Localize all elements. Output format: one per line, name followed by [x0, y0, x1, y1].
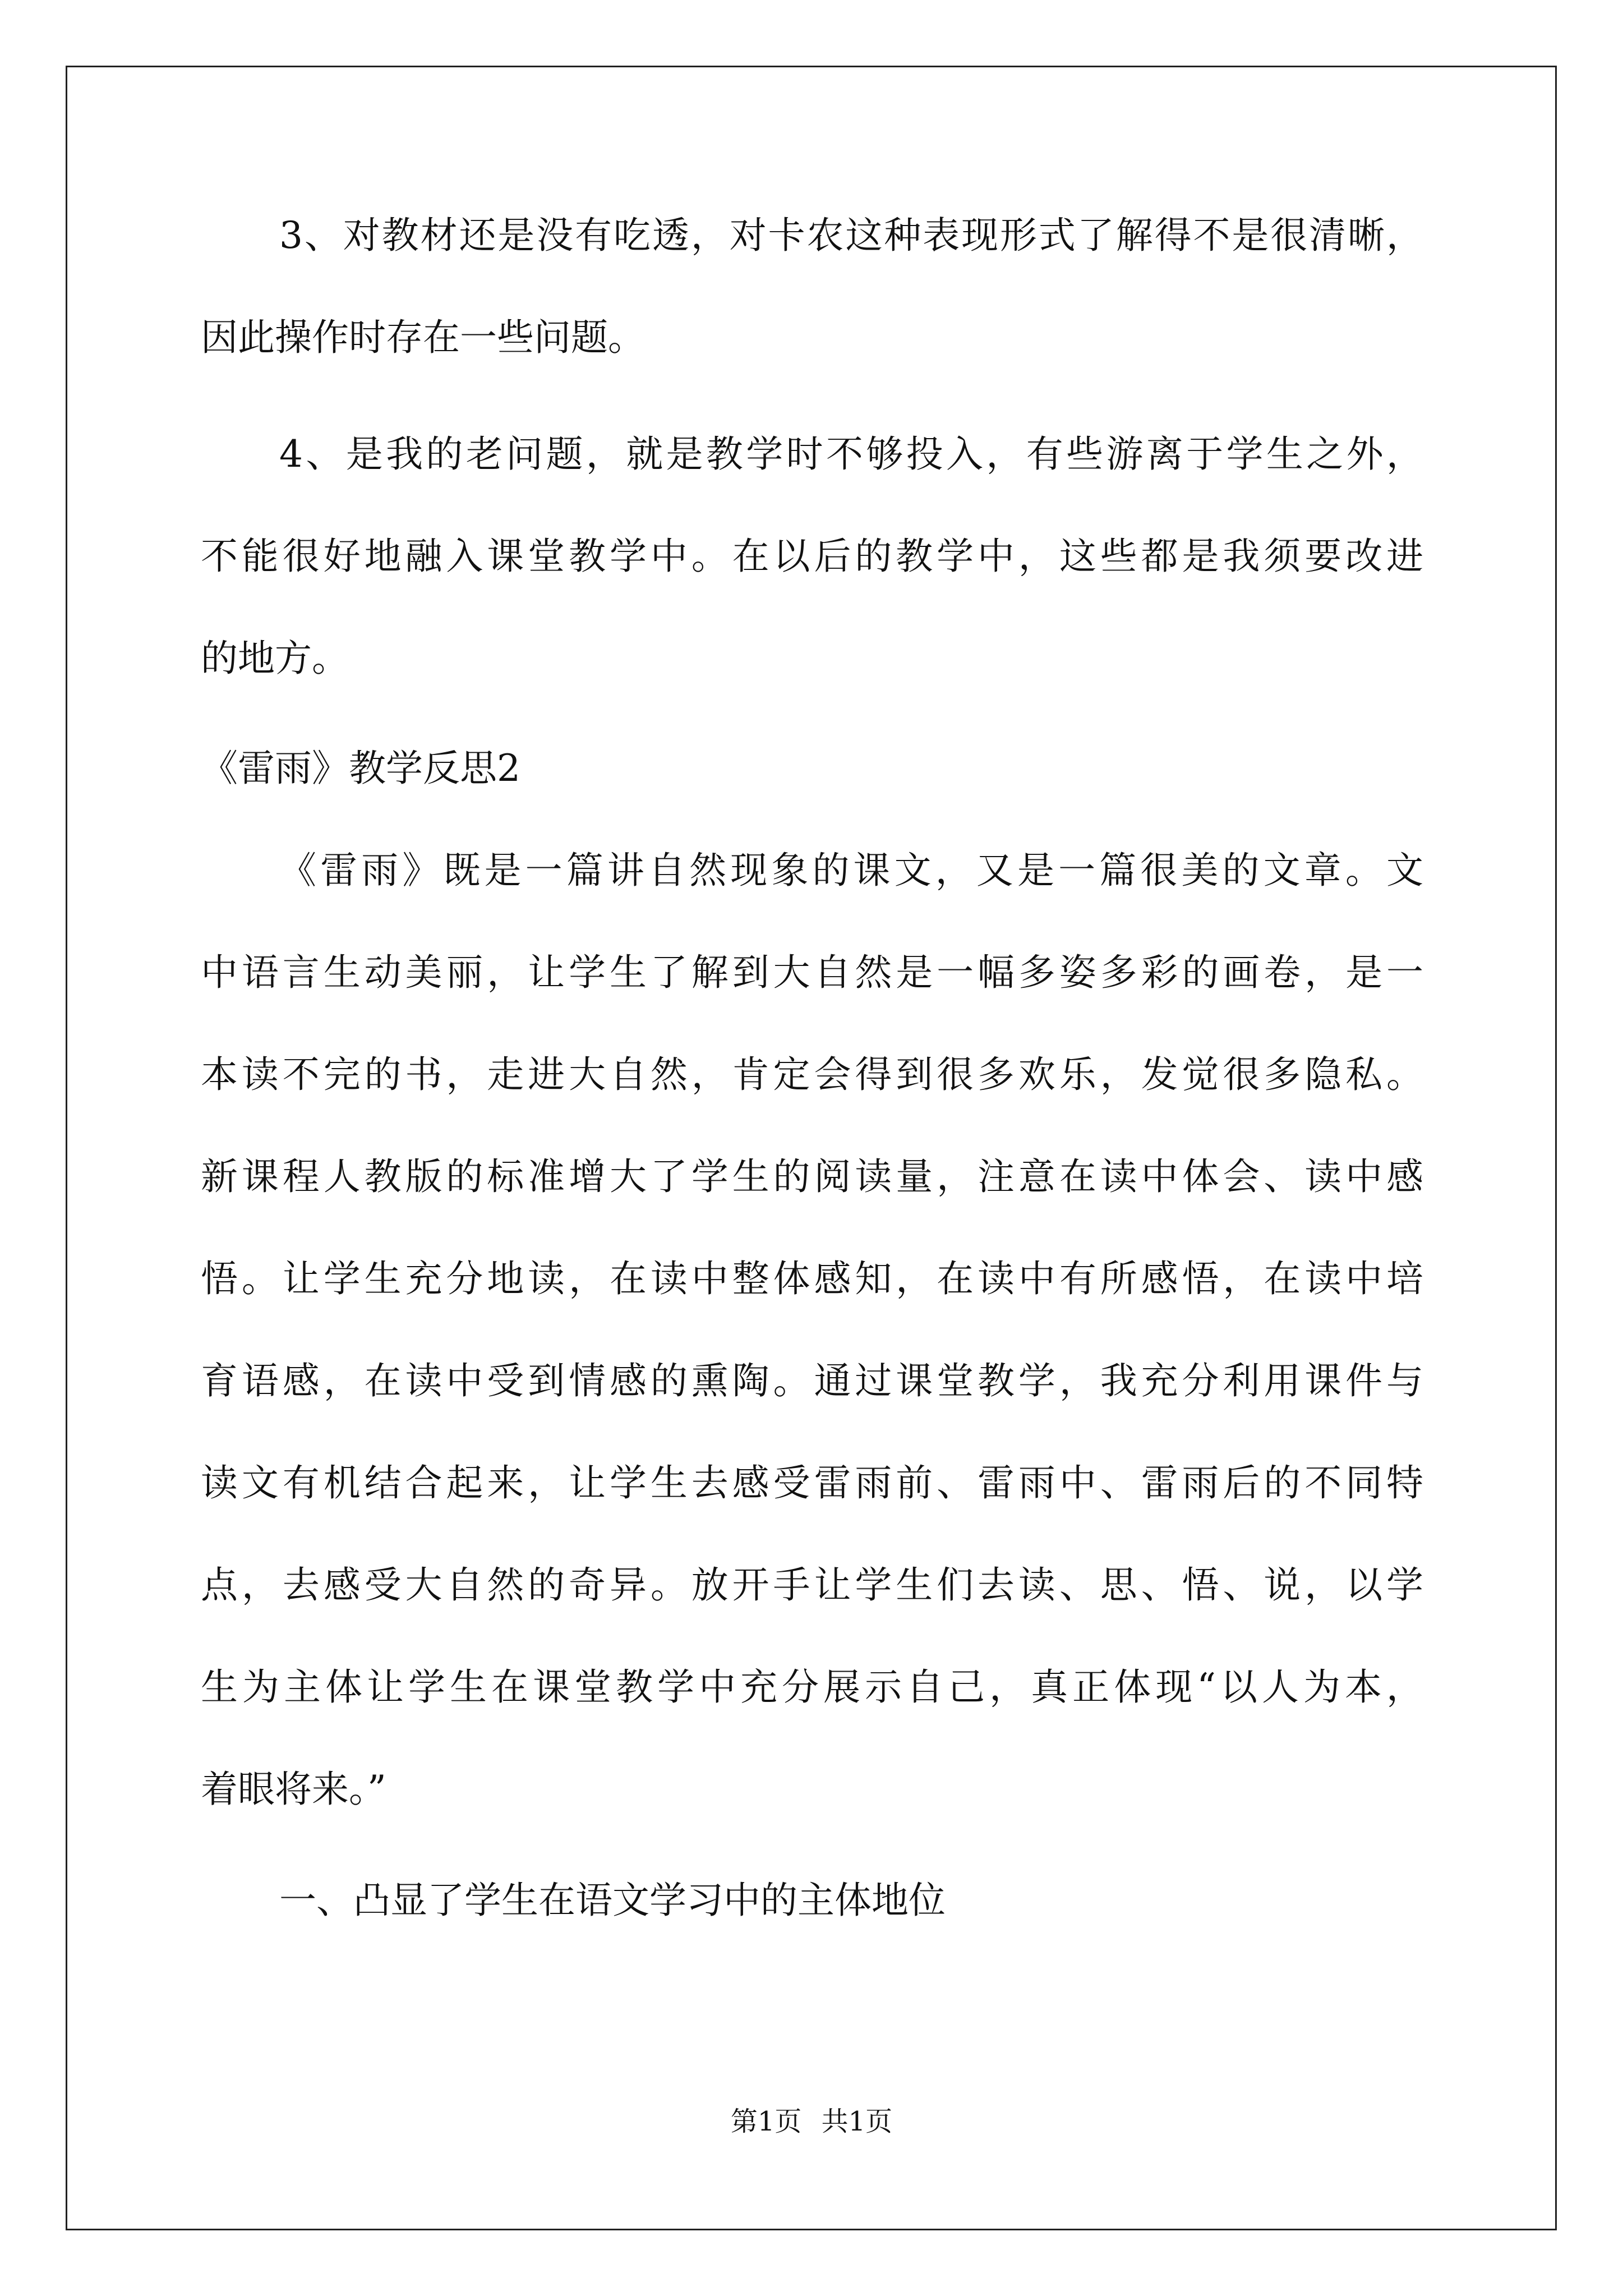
paragraph-leiyu-line-2: 中语言生动美丽，让学生了解到大自然是一幅多姿多彩的画卷，是一 — [201, 951, 1423, 994]
paragraph-leiyu-line-4: 新课程人教版的标准增大了学生的阅读量，注意在读中体会、读中感 — [201, 1155, 1423, 1198]
paragraph-3-line-2: 因此操作时存在一些问题。 — [201, 316, 645, 359]
paragraph-leiyu-line-10: 着眼将来。” — [201, 1768, 386, 1811]
paragraph-4-line-1: 4、是我的老问题，就是教学时不够投入，有些游离于学生之外， — [279, 432, 1423, 476]
page-total: 共1页 — [821, 2106, 893, 2137]
paragraph-leiyu-line-6: 育语感，在读中受到情感的熏陶。通过课堂教学，我充分利用课件与 — [201, 1359, 1423, 1402]
section-heading: 《雷雨》教学反思2 — [201, 747, 520, 790]
paragraph-3-line-1: 3、对教材还是没有吃透，对卡农这种表现形式了解得不是很清晰， — [279, 214, 1423, 257]
paragraph-leiyu-line-5: 悟。让学生充分地读，在读中整体感知，在读中有所感悟，在读中培 — [201, 1257, 1423, 1300]
page-footer — [0, 2105, 1623, 2138]
paragraph-leiyu-line-9: 生为主体让学生在课堂教学中充分展示自己，真正体现“以人为本， — [201, 1665, 1423, 1709]
page-number: 第1页 — [730, 2106, 802, 2137]
paragraph-leiyu-line-3: 本读不完的书，走进大自然，肯定会得到很多欢乐，发觉很多隐私。 — [201, 1053, 1423, 1096]
paragraph-4-line-3: 的地方。 — [201, 637, 349, 680]
paragraph-leiyu-line-8: 点，去感受大自然的奇异。放开手让学生们去读、思、悟、说，以学 — [201, 1563, 1423, 1607]
paragraph-4-line-2: 不能很好地融入课堂教学中。在以后的教学中，这些都是我须要改进 — [201, 535, 1423, 578]
paragraph-leiyu-line-1: 《雷雨》既是一篇讲自然现象的课文，又是一篇很美的文章。文 — [279, 849, 1423, 892]
subheading-one: 一、凸显了学生在语文学习中的主体地位 — [279, 1879, 946, 1922]
paragraph-leiyu-line-7: 读文有机结合起来，让学生去感受雷雨前、雷雨中、雷雨后的不同特 — [201, 1461, 1423, 1504]
